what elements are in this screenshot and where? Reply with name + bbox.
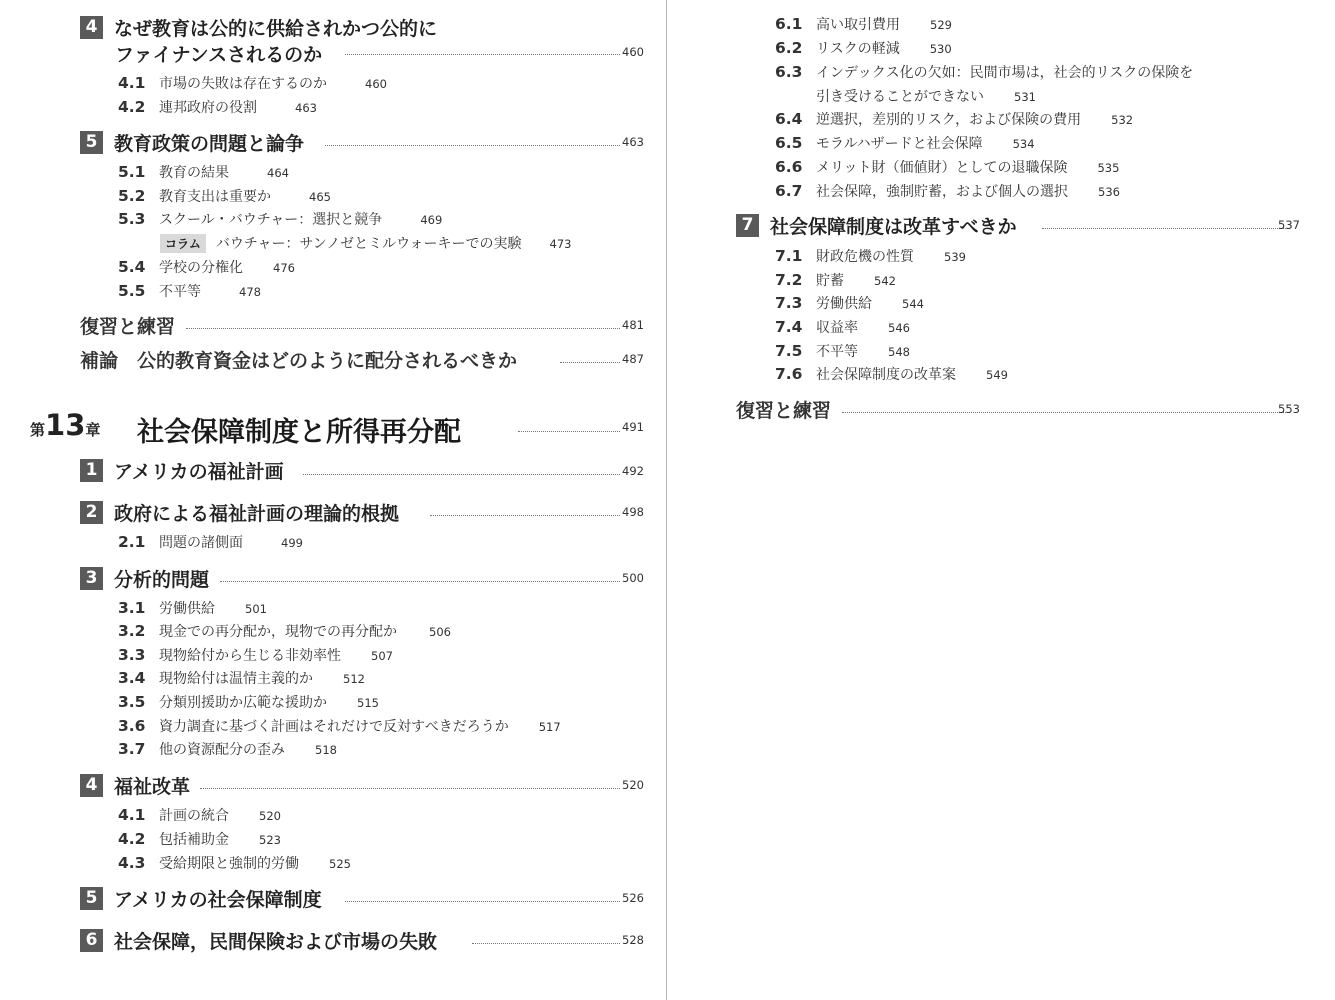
section-title: 分析的問題	[114, 569, 210, 591]
leader-dots	[345, 901, 620, 902]
toc-subsection[interactable]: 3.5 分類別援助か広範な援助か 515	[118, 693, 379, 711]
toc-section-4-ch12[interactable]	[80, 14, 437, 41]
toc-section-2[interactable]	[80, 499, 399, 526]
leader-dots	[1042, 228, 1288, 229]
toc-subsection[interactable]: 3.4 現物給付は温情主義的か 512	[118, 669, 365, 687]
toc-subsection[interactable]: 6.1 高い取引費用 529	[775, 15, 952, 33]
section-title: アメリカの社会保障制度	[114, 889, 322, 911]
toc-subsection[interactable]: 4.3 受給期限と強制的労働 525	[118, 854, 351, 872]
toc-subsection[interactable]: 7.1 財政危機の性質 539	[775, 247, 966, 265]
toc-subsection[interactable]: 6.2 リスクの軽減 530	[775, 39, 952, 57]
leader-dots	[186, 328, 620, 329]
toc-subsection[interactable]: 4.1 市場の失敗は存在するのか 460	[118, 74, 387, 92]
leader-dots	[842, 412, 1288, 413]
leader-dots	[518, 431, 620, 432]
toc-subsection[interactable]: 3.3 現物給付から生じる非効率性 507	[118, 646, 393, 664]
page-number: 528	[622, 933, 644, 947]
leader-dots	[560, 362, 620, 363]
leader-dots	[325, 145, 620, 146]
toc-subsection[interactable]: 4.2 包括補助金 523	[118, 830, 281, 848]
toc-subsection[interactable]: 7.2 貯蓄 542	[775, 271, 896, 289]
section-title: 社会保障制度は改革すべきか	[770, 216, 1017, 238]
section-number-badge: 6	[80, 929, 103, 952]
toc-review[interactable]: 復習と練習	[736, 400, 832, 422]
chapter-number: 13	[45, 408, 86, 442]
right-page	[667, 0, 1335, 1000]
toc-section-5-ch12[interactable]	[80, 129, 304, 156]
leader-dots	[303, 474, 620, 475]
leader-dots	[472, 943, 620, 944]
toc-section-4[interactable]	[80, 772, 190, 799]
section-number-badge: 7	[736, 214, 759, 237]
page-number: 526	[622, 891, 644, 905]
page-number: 537	[1278, 218, 1300, 232]
section-number-badge: 3	[80, 567, 103, 590]
toc-subsection[interactable]: 6.7 社会保障，強制貯蓄，および個人の選択 536	[775, 182, 1120, 200]
toc-section-5[interactable]	[80, 885, 322, 912]
toc-subsection[interactable]: 6.4 逆選択，差別的リスク，および保険の費用 532	[775, 110, 1134, 128]
section-title: 政府による福祉計画の理論的根拠	[114, 503, 400, 525]
chapter-heading[interactable]: 第13章	[30, 408, 101, 442]
page-number: 520	[622, 778, 644, 792]
toc-subsection[interactable]: 5.1 教育の結果 464	[118, 163, 289, 181]
toc-subsection[interactable]: 5.5 不平等 478	[118, 282, 261, 300]
toc-section-6[interactable]	[80, 927, 437, 954]
section-title: 教育政策の問題と論争	[114, 133, 305, 155]
toc-section-7[interactable]	[736, 212, 1017, 239]
toc-review[interactable]: 復習と練習	[80, 316, 176, 338]
page-number: 491	[622, 420, 644, 434]
leader-dots	[430, 515, 620, 516]
section-number-badge: 5	[80, 887, 103, 910]
section-number-badge: 5	[80, 131, 103, 154]
page-number: 498	[622, 505, 644, 519]
section-title-cont: ファイナンスされるのか	[115, 44, 323, 66]
leader-dots	[345, 54, 620, 55]
toc-subsection[interactable]: 7.6 社会保障制度の改革案 549	[775, 365, 1008, 383]
page-number: 553	[1278, 402, 1300, 416]
section-title: なぜ教育は公的に供給されかつ公的に	[114, 18, 438, 40]
page-number: 481	[622, 318, 644, 332]
page-number: 463	[622, 135, 644, 149]
toc-subsection[interactable]: 5.4 学校の分権化 476	[118, 258, 295, 276]
section-number-badge: 2	[80, 501, 103, 524]
toc-subsection[interactable]: 5.2 教育支出は重要か 465	[118, 187, 331, 205]
leader-dots	[200, 788, 620, 789]
toc-subsection[interactable]: 5.3 スクール・バウチャー：選択と競争 469	[118, 210, 443, 228]
toc-section-1[interactable]	[80, 457, 284, 484]
column-badge: コラム	[160, 234, 206, 253]
toc-column-entry[interactable]: コラム バウチャー：サンノゼとミルウォーキーでの実験 473	[160, 233, 571, 253]
toc-subsection[interactable]: 3.2 現金での再分配か，現物での再分配か 506	[118, 622, 451, 640]
section-title: 社会保障，民間保険および市場の失敗	[114, 931, 438, 953]
toc-appendix[interactable]: 補論 公的教育資金はどのように配分されるべきか	[80, 350, 518, 372]
page-number: 487	[622, 352, 644, 366]
toc-section-3[interactable]	[80, 565, 209, 592]
section-number-badge: 4	[80, 774, 103, 797]
section-title: 福祉改革	[114, 776, 191, 798]
toc-subsection[interactable]: 6.5 モラルハザードと社会保障 534	[775, 134, 1035, 152]
toc-subsection[interactable]: 6.6 メリット財（価値財）としての退職保険 535	[775, 158, 1120, 176]
toc-subsection-cont: 引き受けることができない 531	[816, 89, 1036, 105]
leader-dots	[220, 581, 620, 582]
page-number: 492	[622, 464, 644, 478]
page-number: 460	[622, 45, 644, 59]
toc-subsection[interactable]: 7.3 労働供給 544	[775, 294, 924, 312]
toc-subsection[interactable]: 6.3 インデックス化の欠如：民間市場は，社会的リスクの保険を	[775, 63, 1194, 81]
chapter-title: 社会保障制度と所得再分配	[137, 417, 461, 448]
left-page	[0, 0, 667, 1000]
toc-subsection[interactable]: 4.2 連邦政府の役割 463	[118, 98, 317, 116]
section-title: アメリカの福祉計画	[114, 461, 284, 483]
section-number-badge: 1	[80, 459, 103, 482]
toc-subsection[interactable]: 2.1 問題の諸側面 499	[118, 533, 303, 551]
toc-subsection[interactable]: 7.4 収益率 546	[775, 318, 910, 336]
toc-subsection[interactable]: 7.5 不平等 548	[775, 342, 910, 360]
toc-subsection[interactable]: 4.1 計画の統合 520	[118, 806, 281, 824]
toc-subsection[interactable]: 3.7 他の資源配分の歪み 518	[118, 740, 337, 758]
toc-subsection[interactable]: 3.6 資力調査に基づく計画はそれだけで反対すべきだろうか 517	[118, 717, 561, 735]
section-number-badge: 4	[80, 16, 103, 39]
page-number: 500	[622, 571, 644, 585]
toc-subsection[interactable]: 3.1 労働供給 501	[118, 599, 267, 617]
